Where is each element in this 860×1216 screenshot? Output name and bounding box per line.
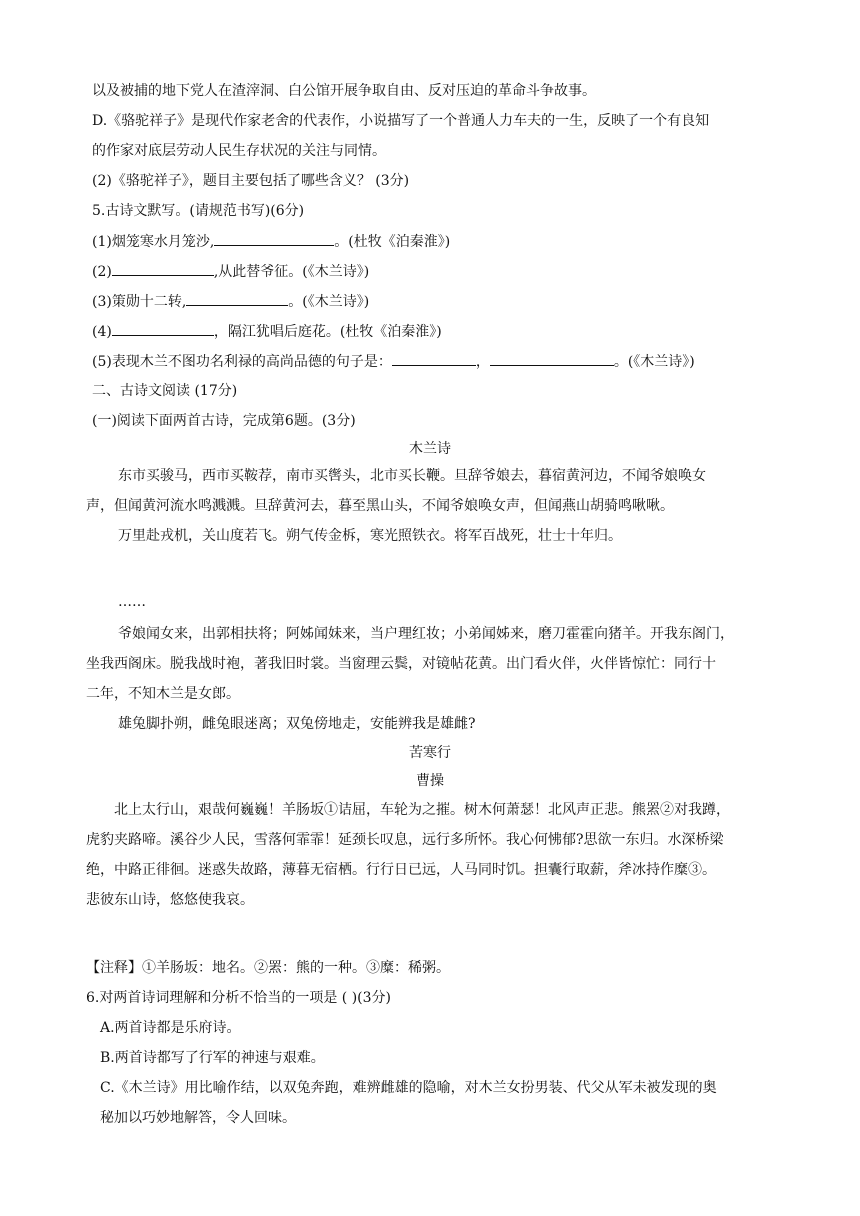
item2-suffix: ,从此替爷征。(《木兰诗》): [213, 264, 370, 280]
poem2-line4: 悲彼东山诗，悠悠使我哀。: [86, 892, 254, 908]
poem1-para4: 雄兔脚扑朔，雌兔眼迷离；双兔傍地走，安能辨我是雄雌?: [118, 716, 476, 732]
question-5-item3: [92, 291, 369, 312]
poem2-line1: 北上太行山，艰哉何巍巍！羊肠坂①诘屈，车轮为之摧。树木何萧瑟！北风声正悲。熊罴②对我蹲，: [114, 802, 730, 818]
option-d-line1: D.《骆驼祥子》是现代作家老舍的代表作，小说描写了一个普通人力车夫的一生，反映了一个有良知: [92, 113, 710, 129]
option-c-continuation: 以及被捕的地下党人在渣滓洞、白公馆开展争取自由、反对压迫的革命斗争故事。: [92, 83, 596, 99]
question-6-option-a: A.两首诗都是乐府诗。: [100, 1020, 241, 1036]
question-5-item4: [92, 321, 442, 342]
item5-prefix: (5)表现木兰不图功名利禄的高尚品德的句子是：: [92, 354, 392, 370]
poem1-para3-line1: 爷娘闻女来，出郭相扶将；阿姊闻妹来，当户理红妆；小弟闻姊来，磨刀霍霍向猪羊。开我东阁门，: [118, 626, 734, 642]
item5-suffix: 。(《木兰诗》): [613, 354, 695, 370]
question-6-option-c-line2: 秘加以巧妙地解答，令人回味。: [100, 1110, 296, 1126]
question-6-option-b: B.两首诗都写了行军的神速与艰难。: [100, 1050, 325, 1066]
question-5-title: 5.古诗文默写。(请规范书写)(6分): [92, 203, 305, 219]
question-6-option-c-line1: C.《木兰诗》用比喻作结，以双兔奔跑，难辨雌雄的隐喻，对木兰女扮男装、代父从军未被发现的奥: [100, 1080, 717, 1096]
item4-prefix: (4): [92, 324, 112, 340]
answer-blank[interactable]: [490, 351, 614, 366]
question-5-item1: [92, 231, 450, 252]
question-6-stem: 6.对两首诗词理解和分析不恰当的一项是 ( )(3分): [86, 990, 392, 1006]
poem2-title: 苦寒行: [409, 745, 451, 761]
answer-blank[interactable]: [112, 261, 214, 276]
poem1-para2: 万里赴戎机，关山度若飞。朔气传金柝，寒光照铁衣。将军百战死，壮士十年归。: [118, 528, 622, 544]
poem2-line3: 绝，中路正徘徊。迷惑失故路，薄暮无宿栖。行行日已远，人马同时饥。担囊行取薪，斧冰持作糜③。: [86, 862, 716, 878]
answer-blank[interactable]: [186, 291, 288, 306]
poem2-line2: 虎豹夹路啼。溪谷少人民，雪落何霏霏！延颈长叹息，远行多所怀。我心何怫郁?思欲一东归。水深桥梁: [86, 832, 724, 848]
item1-suffix: 。(杜牧《泊秦淮》): [334, 234, 451, 250]
item3-prefix: (3)策勋十二转,: [92, 294, 187, 310]
item4-suffix: ，隔江犹唱后庭花。(杜牧《泊秦淮》): [213, 324, 442, 340]
item5-sep: ，: [475, 354, 490, 370]
item2-prefix: (2): [92, 264, 112, 280]
answer-blank[interactable]: [214, 231, 334, 246]
poem1-title: 木兰诗: [409, 441, 451, 457]
section-2-sub1: (一)阅读下面两首古诗，完成第6题。(3分): [92, 413, 356, 429]
item1-prefix: (1)烟笼寒水月笼沙,: [92, 234, 215, 250]
question-5-item2: [92, 261, 369, 282]
question-5-item5: [92, 351, 695, 372]
poem1-para3-line3: 二年，不知木兰是女郎。: [86, 686, 240, 702]
question-4-2: (2)《骆驼祥子》，题目主要包括了哪些含义？ (3分): [92, 173, 410, 189]
poem1-para3-line2: 坐我西阁床。脱我战时袍，著我旧时裳。当窗理云鬓，对镜帖花黄。出门看火伴，火伴皆惊忙：同行十: [86, 656, 716, 672]
answer-blank[interactable]: [392, 351, 476, 366]
section-2-title: 二、古诗文阅读 (17分): [92, 383, 238, 399]
answer-blank[interactable]: [112, 321, 214, 336]
option-d-line2: 的作家对底层劳动人民生存状况的关注与同情。: [92, 143, 386, 159]
poem2-author: 曹操: [416, 773, 444, 789]
annotation-notes: 【注释】①羊肠坂：地名。②罴：熊的一种。③糜：稀粥。: [86, 960, 450, 976]
item3-suffix: 。(《木兰诗》): [288, 294, 370, 310]
poem1-para1-line1: 东市买骏马，西市买鞍荐，南市买辔头，北市买长鞭。旦辞爷娘去，暮宿黄河边，不闻爷娘唤女: [118, 468, 706, 484]
poem1-ellipsis: ……: [118, 594, 146, 610]
poem1-para1-line2: 声，但闻黄河流水鸣溅溅。旦辞黄河去，暮至黑山头，不闻爷娘唤女声，但闻燕山胡骑鸣啾啾。: [86, 498, 674, 514]
